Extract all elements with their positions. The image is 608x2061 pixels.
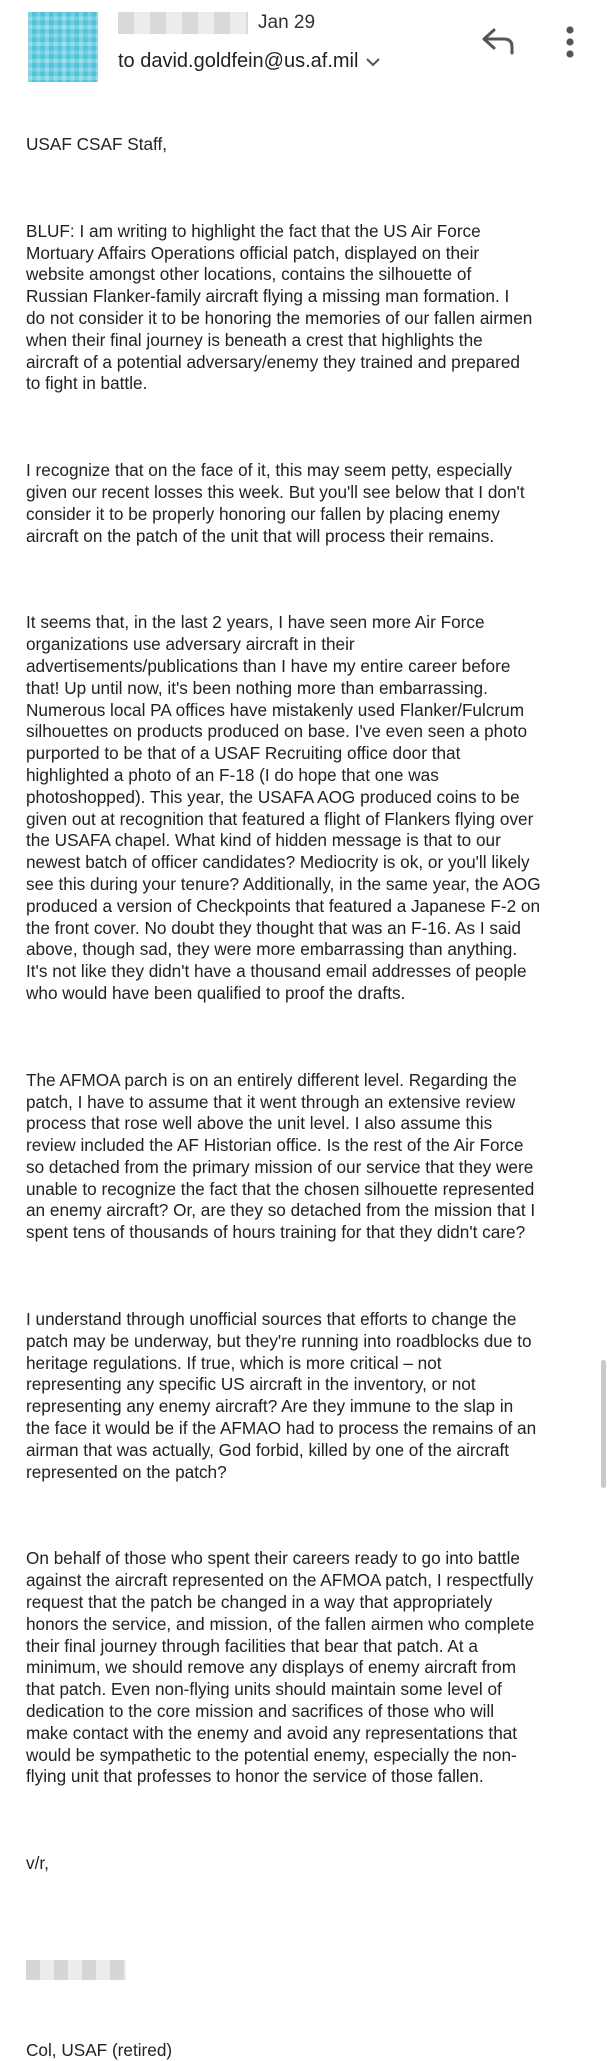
body-paragraph: The AFMOA parch is on an entirely different level. Regarding the patch, I have to assume that it went through an extensive review process that rose well above the unit level. I also assume this review included the AF Historian office. Is the rest of the Air Force so detached from the primary mission of our service that they were unable to recognize the fact that the chosen silhouette represented an enemy aircraft? Or, are they so detached from the mission that I spent tens of thousands of hours training for that they didn't care? [26,1069,536,1243]
sender-avatar[interactable] [28,12,98,82]
closing: v/r, [26,1853,49,1874]
email-date: Jan 29 [258,12,316,33]
scrollbar[interactable] [601,1360,606,1488]
recipient-line[interactable] [118,50,380,73]
reply-icon[interactable] [480,26,516,56]
body-paragraph: BLUF: I am writing to highlight the fact that the US Air Force Mortuary Affairs Operations official patch, displayed on their website amongst other locations, contains the silhouette of Russian Flanker-family aircraft flying a missing man formation. I do not consider it to be honoring the memories of our fallen airmen when their final journey is beneath a crest that highlights the aircraft of a potential adversary/enemy they trained and prepared to fight in battle. [26,220,533,394]
body-paragraph: On behalf of those who spent their careers ready to go into battle against the aircraft represented on the AFMOA patch, I respectfully request that the patch be changed in a way that appropriately honors the service, and mission, of the fallen airmen who complete their final journey through facilities that bear that patch. At a minimum, we should remove any displays of enemy aircraft from that patch. Even non-flying units should maintain some level of dedication to the core mission and sacrifices of those who will make contact with the enemy and avoid any representations that would be sympathetic to the potential enemy, especially the non- flying unit that professes to honor the service of those fallen. [26,1548,535,1787]
sender-name-redacted [118,12,248,34]
signature-title: Col, USAF (retired) [26,2040,173,2060]
signature-name-redacted [26,1960,126,1980]
greeting: USAF CSAF Staff, [26,134,168,154]
email-header [0,0,608,92]
email-body [26,134,592,1940]
recipient-text: to david.goldfein@us.af.mil [118,50,359,72]
body-paragraph: I recognize that on the face of it, this may seem petty, especially given our recent losses this week. But you'll see below that I don't consider it to be properly honoring our fallen by placing enemy aircraft on the patch of the unit that will process their remains. [26,460,525,546]
body-paragraph: I understand through unofficial sources that efforts to change the patch may be underway, but they're running into roadblocks due to heritage regulations. If true, which is more critical – not representing any specific US aircraft in the inventory, or not representing any enemy aircraft? Are they immune to the slap in the face it would be if the AFMAO had to process the remains of an airman that was actually, God forbid, killed by one of the aircraft represented on the patch? [26,1309,537,1482]
chevron-down-icon[interactable] [366,50,380,73]
more-vert-icon[interactable] [560,24,580,64]
body-paragraph: It seems that, in the last 2 years, I have seen more Air Force organizations use adversary aircraft in their advertisements/publications than I have my entire career before that! Up until now, it's been nothing more than embarrassing. Numerous local PA offices have mistakenly used Flanker/Fulcrum silhouettes on products produced on base. I've even seen a photo purported to be that of a USAF Recruiting office door that highlighted a photo of an F-18 (I do hope that one was photoshopped). This year, the USAFA AOG produced coins to be given out at recognition that featured a flight of Flankers flying over the USAFA chapel. What kind of hidden message is that to our newest batch of officer candidates? Mediocrity is ok, or you'll likely see this during your tenure? Additionally, in the same year, the AOG produced a version of Checkpoints that featured a Japanese F-2 on the front cover. No doubt they thought that was an F-16. As I said above, though sad, they were more embarrassing than anything. It's not like they didn't have a thousand email addresses of people who would have been qualified to proof the drafts. [26,612,541,1003]
